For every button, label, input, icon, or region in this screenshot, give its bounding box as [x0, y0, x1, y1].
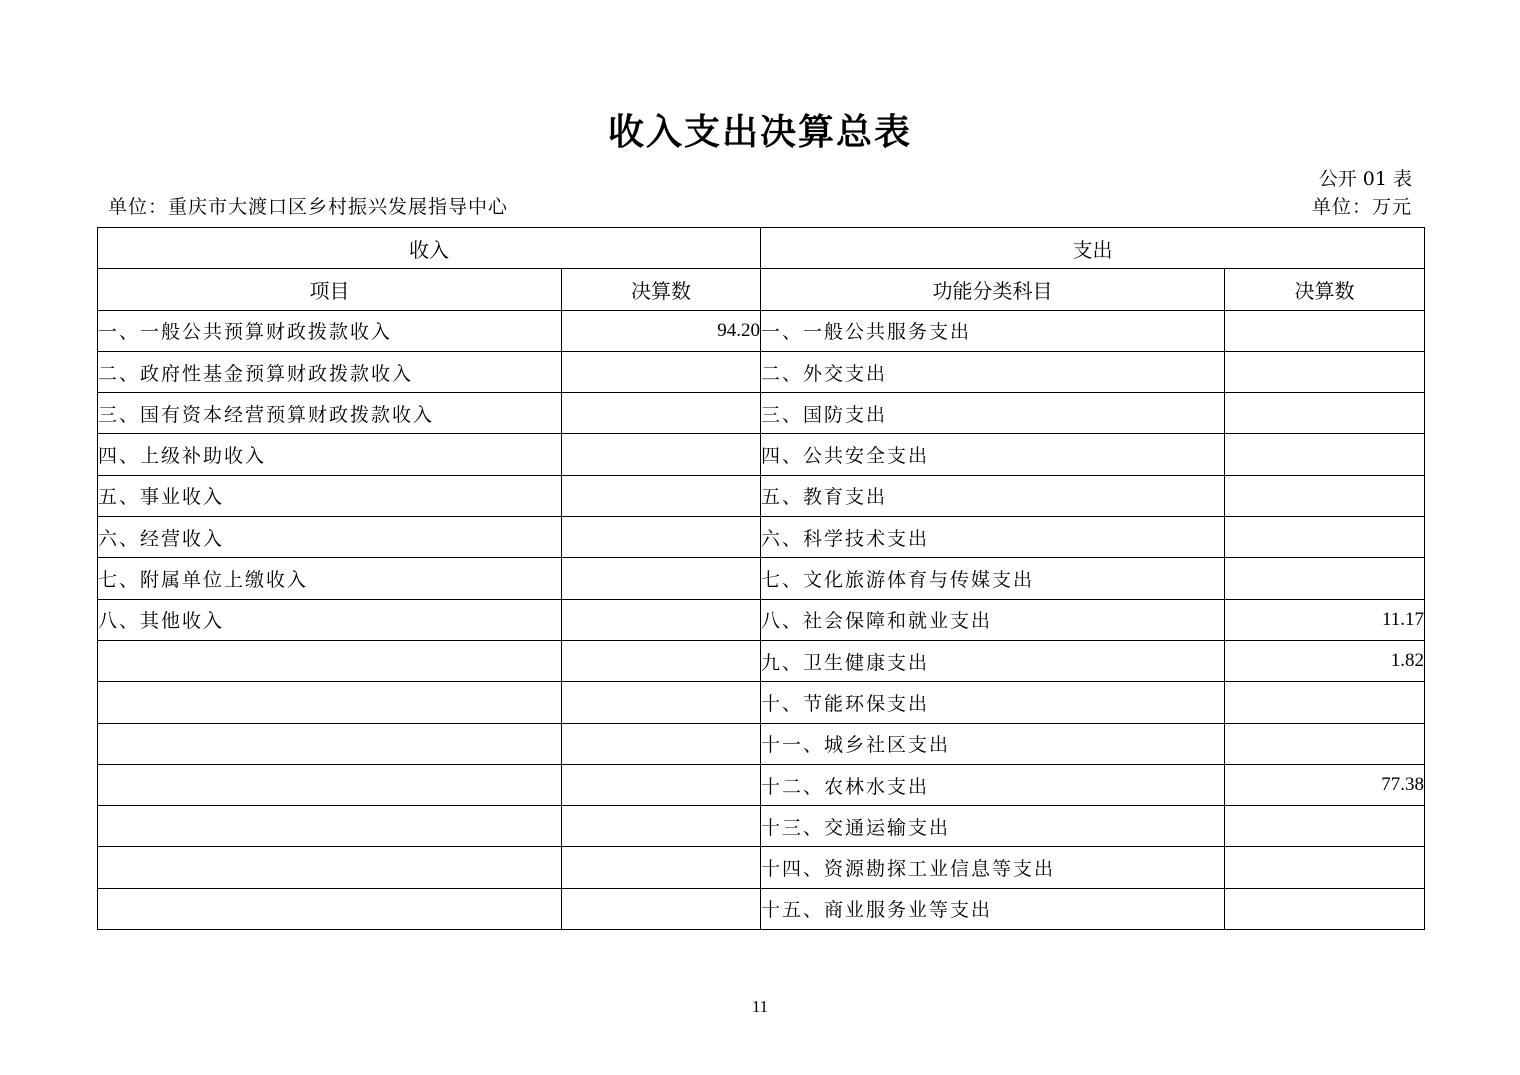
income-amount: [562, 764, 761, 805]
expense-amount: [1225, 475, 1425, 516]
col-header-item: 项目: [98, 269, 562, 310]
income-amount: [562, 475, 761, 516]
income-amount: [562, 723, 761, 764]
income-item: 六、经营收入: [98, 517, 562, 558]
income-item: 八、其他收入: [98, 599, 562, 640]
income-item: [98, 764, 562, 805]
income-item: [98, 723, 562, 764]
expense-section-header: 支出: [761, 228, 1425, 269]
expense-item: 二、外交支出: [761, 351, 1225, 392]
expense-amount: [1225, 847, 1425, 888]
income-item: 二、政府性基金预算财政拨款收入: [98, 351, 562, 392]
table-row: [98, 847, 1425, 888]
col-header-expense-amount: 决算数: [1225, 269, 1425, 310]
income-amount: 94.20: [562, 310, 761, 351]
table-row: [98, 434, 1425, 475]
income-amount: [562, 558, 761, 599]
income-amount: [562, 599, 761, 640]
income-item: [98, 847, 562, 888]
expense-item: 十三、交通运输支出: [761, 806, 1225, 847]
table-row: [98, 723, 1425, 764]
expense-item: 八、社会保障和就业支出: [761, 599, 1225, 640]
expense-item: 十五、商业服务业等支出: [761, 888, 1225, 929]
column-header-row: [98, 269, 1425, 310]
table-row: [98, 517, 1425, 558]
income-item: [98, 682, 562, 723]
expense-amount: 77.38: [1225, 764, 1425, 805]
income-amount: [562, 640, 761, 681]
unit-organization: 单位：重庆市大渡口区乡村振兴发展指导中心: [108, 196, 509, 218]
income-amount: [562, 806, 761, 847]
expense-amount: [1225, 434, 1425, 475]
page-title: 收入支出决算总表: [607, 112, 912, 153]
table-row: [98, 393, 1425, 434]
income-item: 四、上级补助收入: [98, 434, 562, 475]
income-item: [98, 806, 562, 847]
table-row: [98, 640, 1425, 681]
table-row: [98, 475, 1425, 516]
expense-amount: [1225, 310, 1425, 351]
income-amount: [562, 393, 761, 434]
expense-item: 一、一般公共服务支出: [761, 310, 1225, 351]
table-row: [98, 599, 1425, 640]
income-amount: [562, 434, 761, 475]
expense-amount: [1225, 682, 1425, 723]
income-expense-table: [97, 227, 1425, 930]
income-amount: [562, 888, 761, 929]
table-row: [98, 888, 1425, 929]
expense-item: 十一、城乡社区支出: [761, 723, 1225, 764]
table-row: [98, 351, 1425, 392]
table-row: [98, 806, 1425, 847]
income-item: 一、一般公共预算财政拨款收入: [98, 310, 562, 351]
table-row: [98, 682, 1425, 723]
expense-amount: 11.17: [1225, 599, 1425, 640]
expense-item: 七、文化旅游体育与传媒支出: [761, 558, 1225, 599]
form-number: 公开 01 表: [1318, 168, 1412, 190]
income-item: [98, 640, 562, 681]
col-header-income-amount: 决算数: [562, 269, 761, 310]
table-row: [98, 764, 1425, 805]
income-item: 三、国有资本经营预算财政拨款收入: [98, 393, 562, 434]
expense-amount: [1225, 558, 1425, 599]
expense-amount: 1.82: [1225, 640, 1425, 681]
expense-item: 三、国防支出: [761, 393, 1225, 434]
expense-item: 十二、农林水支出: [761, 764, 1225, 805]
income-section-header: 收入: [98, 228, 761, 269]
expense-item: 九、卫生健康支出: [761, 640, 1225, 681]
table-row: [98, 558, 1425, 599]
expense-amount: [1225, 888, 1425, 929]
col-header-function: 功能分类科目: [761, 269, 1225, 310]
expense-amount: [1225, 393, 1425, 434]
unit-currency: 单位：万元: [1311, 196, 1412, 218]
expense-amount: [1225, 723, 1425, 764]
expense-amount: [1225, 517, 1425, 558]
section-header-row: [98, 228, 1425, 269]
income-item: 七、附属单位上缴收入: [98, 558, 562, 599]
income-amount: [562, 517, 761, 558]
expense-amount: [1225, 351, 1425, 392]
income-item: [98, 888, 562, 929]
table-row: [98, 310, 1425, 351]
income-amount: [562, 351, 761, 392]
expense-item: 十、节能环保支出: [761, 682, 1225, 723]
expense-item: 五、教育支出: [761, 475, 1225, 516]
income-amount: [562, 682, 761, 723]
income-item: 五、事业收入: [98, 475, 562, 516]
expense-item: 六、科学技术支出: [761, 517, 1225, 558]
expense-item: 十四、资源勘探工业信息等支出: [761, 847, 1225, 888]
expense-amount: [1225, 806, 1425, 847]
expense-item: 四、公共安全支出: [761, 434, 1225, 475]
page-number: 11: [751, 997, 769, 1016]
income-amount: [562, 847, 761, 888]
